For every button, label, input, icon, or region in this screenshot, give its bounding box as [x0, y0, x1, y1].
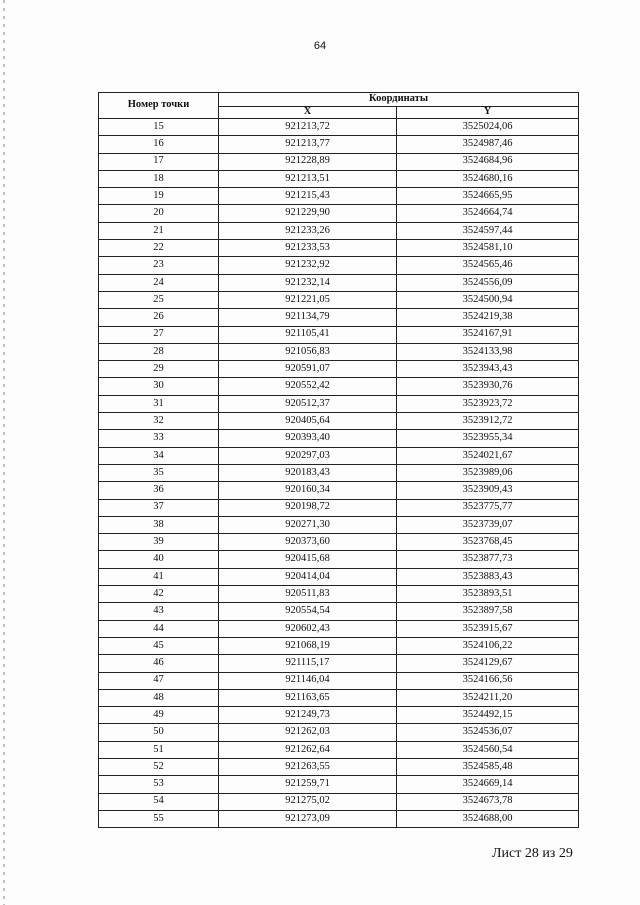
cell-point-number: 42 [99, 586, 219, 603]
cell-y: 3524684,96 [397, 153, 579, 170]
cell-y: 3524597,44 [397, 222, 579, 239]
cell-x: 921228,89 [219, 153, 397, 170]
cell-y: 3524133,98 [397, 343, 579, 360]
coordinates-table [98, 92, 579, 828]
cell-x: 920415,68 [219, 551, 397, 568]
cell-point-number: 30 [99, 378, 219, 395]
cell-x: 920552,42 [219, 378, 397, 395]
table-row [99, 586, 579, 603]
cell-x: 921056,83 [219, 343, 397, 360]
table-row [99, 395, 579, 412]
table-row [99, 551, 579, 568]
table-row [99, 309, 579, 326]
cell-y: 3524673,78 [397, 793, 579, 810]
cell-y: 3524166,56 [397, 672, 579, 689]
cell-x: 921263,55 [219, 758, 397, 775]
cell-y: 3524129,67 [397, 655, 579, 672]
table-row [99, 343, 579, 360]
table-row [99, 188, 579, 205]
table-row [99, 707, 579, 724]
cell-y: 3523955,34 [397, 430, 579, 447]
table-row [99, 637, 579, 654]
cell-y: 3523912,72 [397, 413, 579, 430]
cell-point-number: 40 [99, 551, 219, 568]
cell-point-number: 20 [99, 205, 219, 222]
cell-y: 3523768,45 [397, 534, 579, 551]
cell-y: 3524106,22 [397, 637, 579, 654]
cell-x: 921115,17 [219, 655, 397, 672]
cell-x: 920602,43 [219, 620, 397, 637]
cell-x: 920271,30 [219, 516, 397, 533]
cell-y: 3523915,67 [397, 620, 579, 637]
cell-point-number: 31 [99, 395, 219, 412]
table-row [99, 222, 579, 239]
cell-y: 3523897,58 [397, 603, 579, 620]
table-row [99, 153, 579, 170]
table-row [99, 378, 579, 395]
cell-y: 3524021,67 [397, 447, 579, 464]
cell-point-number: 28 [99, 343, 219, 360]
cell-x: 920160,34 [219, 482, 397, 499]
cell-point-number: 46 [99, 655, 219, 672]
cell-x: 920511,83 [219, 586, 397, 603]
cell-y: 3524211,20 [397, 689, 579, 706]
header-coordinates: Координаты [219, 93, 579, 107]
table-row [99, 257, 579, 274]
cell-point-number: 23 [99, 257, 219, 274]
cell-point-number: 49 [99, 707, 219, 724]
cell-point-number: 41 [99, 568, 219, 585]
cell-y: 3524492,15 [397, 707, 579, 724]
cell-y: 3524987,46 [397, 136, 579, 153]
cell-y: 3525024,06 [397, 119, 579, 136]
cell-point-number: 54 [99, 793, 219, 810]
table-row [99, 482, 579, 499]
cell-y: 3523877,73 [397, 551, 579, 568]
header-x: X [219, 106, 397, 118]
cell-x: 921259,71 [219, 776, 397, 793]
cell-y: 3524536,07 [397, 724, 579, 741]
table-row [99, 603, 579, 620]
cell-x: 921232,92 [219, 257, 397, 274]
cell-y: 3523775,77 [397, 499, 579, 516]
cell-x: 920198,72 [219, 499, 397, 516]
cell-y: 3523943,43 [397, 361, 579, 378]
cell-point-number: 39 [99, 534, 219, 551]
cell-point-number: 55 [99, 810, 219, 827]
cell-point-number: 24 [99, 274, 219, 291]
cell-x: 920591,07 [219, 361, 397, 378]
table-row [99, 758, 579, 775]
table-row [99, 516, 579, 533]
cell-point-number: 34 [99, 447, 219, 464]
table-row [99, 534, 579, 551]
cell-point-number: 38 [99, 516, 219, 533]
cell-x: 921146,04 [219, 672, 397, 689]
table-row [99, 741, 579, 758]
cell-y: 3524560,54 [397, 741, 579, 758]
cell-point-number: 26 [99, 309, 219, 326]
cell-point-number: 22 [99, 240, 219, 257]
table-row [99, 136, 579, 153]
table-row [99, 240, 579, 257]
cell-x: 921213,77 [219, 136, 397, 153]
table-row [99, 361, 579, 378]
table-body [99, 119, 579, 828]
cell-x: 920414,04 [219, 568, 397, 585]
cell-point-number: 52 [99, 758, 219, 775]
cell-y: 3524167,91 [397, 326, 579, 343]
cell-y: 3524219,38 [397, 309, 579, 326]
cell-y: 3524680,16 [397, 170, 579, 187]
cell-y: 3524669,14 [397, 776, 579, 793]
cell-y: 3523909,43 [397, 482, 579, 499]
table-row [99, 170, 579, 187]
cell-point-number: 37 [99, 499, 219, 516]
cell-point-number: 33 [99, 430, 219, 447]
table-row [99, 724, 579, 741]
table-row [99, 810, 579, 827]
cell-x: 921068,19 [219, 637, 397, 654]
cell-point-number: 15 [99, 119, 219, 136]
cell-point-number: 27 [99, 326, 219, 343]
cell-point-number: 19 [99, 188, 219, 205]
cell-point-number: 17 [99, 153, 219, 170]
cell-x: 921275,02 [219, 793, 397, 810]
cell-y: 3523989,06 [397, 464, 579, 481]
cell-point-number: 36 [99, 482, 219, 499]
cell-x: 920183,43 [219, 464, 397, 481]
cell-y: 3523883,43 [397, 568, 579, 585]
table-row [99, 326, 579, 343]
table-row [99, 499, 579, 516]
cell-y: 3523893,51 [397, 586, 579, 603]
cell-x: 921134,79 [219, 309, 397, 326]
cell-x: 921221,05 [219, 291, 397, 308]
cell-y: 3524664,74 [397, 205, 579, 222]
table-row [99, 205, 579, 222]
cell-x: 920373,60 [219, 534, 397, 551]
cell-x: 920393,40 [219, 430, 397, 447]
cell-y: 3523923,72 [397, 395, 579, 412]
table-row [99, 464, 579, 481]
page-number: 64 [313, 40, 327, 52]
cell-point-number: 21 [99, 222, 219, 239]
sheet-footer: Лист 28 из 29 [492, 846, 573, 861]
table-row [99, 291, 579, 308]
table-row [99, 620, 579, 637]
table-row [99, 655, 579, 672]
cell-y: 3523930,76 [397, 378, 579, 395]
cell-y: 3524581,10 [397, 240, 579, 257]
header-y: Y [397, 106, 579, 118]
cell-x: 921213,72 [219, 119, 397, 136]
cell-point-number: 50 [99, 724, 219, 741]
cell-point-number: 35 [99, 464, 219, 481]
cell-x: 921233,26 [219, 222, 397, 239]
table-row [99, 776, 579, 793]
cell-x: 921249,73 [219, 707, 397, 724]
cell-point-number: 47 [99, 672, 219, 689]
cell-x: 921163,65 [219, 689, 397, 706]
table-row [99, 672, 579, 689]
cell-y: 3524665,95 [397, 188, 579, 205]
cell-y: 3524585,48 [397, 758, 579, 775]
cell-x: 921262,03 [219, 724, 397, 741]
table-row [99, 430, 579, 447]
table-row [99, 689, 579, 706]
cell-point-number: 45 [99, 637, 219, 654]
cell-x: 921262,64 [219, 741, 397, 758]
cell-x: 921105,41 [219, 326, 397, 343]
cell-x: 921273,09 [219, 810, 397, 827]
cell-y: 3524556,09 [397, 274, 579, 291]
cell-x: 920512,37 [219, 395, 397, 412]
cell-x: 921232,14 [219, 274, 397, 291]
table-row [99, 413, 579, 430]
cell-x: 921213,51 [219, 170, 397, 187]
cell-x: 921229,90 [219, 205, 397, 222]
cell-point-number: 43 [99, 603, 219, 620]
cell-point-number: 18 [99, 170, 219, 187]
scan-edge-line [3, 0, 5, 905]
cell-point-number: 51 [99, 741, 219, 758]
cell-point-number: 16 [99, 136, 219, 153]
cell-x: 921215,43 [219, 188, 397, 205]
cell-point-number: 32 [99, 413, 219, 430]
table-row [99, 119, 579, 136]
cell-point-number: 48 [99, 689, 219, 706]
cell-point-number: 29 [99, 361, 219, 378]
cell-x: 920405,64 [219, 413, 397, 430]
cell-point-number: 44 [99, 620, 219, 637]
table-row [99, 793, 579, 810]
cell-x: 920297,03 [219, 447, 397, 464]
cell-y: 3524565,46 [397, 257, 579, 274]
cell-x: 920554,54 [219, 603, 397, 620]
cell-y: 3524500,94 [397, 291, 579, 308]
cell-y: 3523739,07 [397, 516, 579, 533]
cell-point-number: 53 [99, 776, 219, 793]
header-point-number: Номер точки [99, 93, 219, 119]
table-row [99, 568, 579, 585]
table-row [99, 274, 579, 291]
cell-x: 921233,53 [219, 240, 397, 257]
cell-y: 3524688,00 [397, 810, 579, 827]
table-row [99, 447, 579, 464]
cell-point-number: 25 [99, 291, 219, 308]
